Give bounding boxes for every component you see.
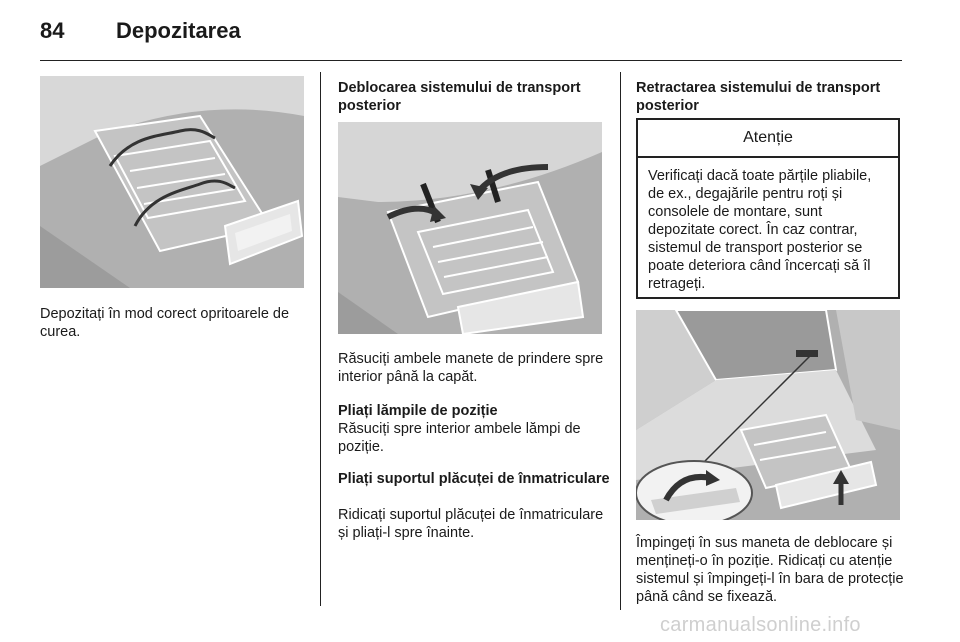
stowed-hitch-straps-illustration [40,76,304,288]
step-retract-carrier: Împingeți în sus maneta de deblocare și mențineți-o în poziție. Ridicați cu atenție sistemul și împingeți-l în bara de protecție până când se fixează. [636,535,904,605]
heading-unlock-carrier: Deblocarea sistemului de transport posterior [338,80,581,114]
column-divider-right [620,72,621,610]
header-rule [40,60,902,61]
step-rotate-handles: Răsuciți ambele manete de prindere spre interior până la capăt. [338,351,604,385]
warning-box [636,118,900,299]
warning-title: Atenție [638,120,898,158]
column-divider-left [320,72,321,606]
watermark: carmanualsonline.info [660,614,861,636]
heading-fold-lamps: Pliați lămpile de poziție [338,403,498,419]
rotate-release-handles-illustration [338,122,602,334]
page-title: Depozitarea [116,18,241,43]
page-number: 84 [40,18,65,43]
caption-stow-straps: Depozitați în mod corect opritoarele de curea. [40,306,290,340]
heading-fold-plate-holder: Pliați suportul plăcuței de înmatriculare [338,471,610,487]
warning-body: Verificați dacă toate părțile pliabile, de ex., degajările pentru roți și consolele de montare, sunt depozitate corect. În caz contrar, sistemul de transport posterior se poate deteriora când încercați să îl retrageți. [648,168,872,292]
step-fold-lamps: Răsuciți spre interior ambele lămpi de poziție. [338,421,581,455]
step-fold-plate-holder: Ridicați suportul plăcuței de înmatriculare și pliați-l spre înainte. [338,507,604,541]
heading-retract-carrier: Retractarea sistemului de transport posterior [636,80,881,114]
push-release-lever-retract-illustration [636,310,900,520]
